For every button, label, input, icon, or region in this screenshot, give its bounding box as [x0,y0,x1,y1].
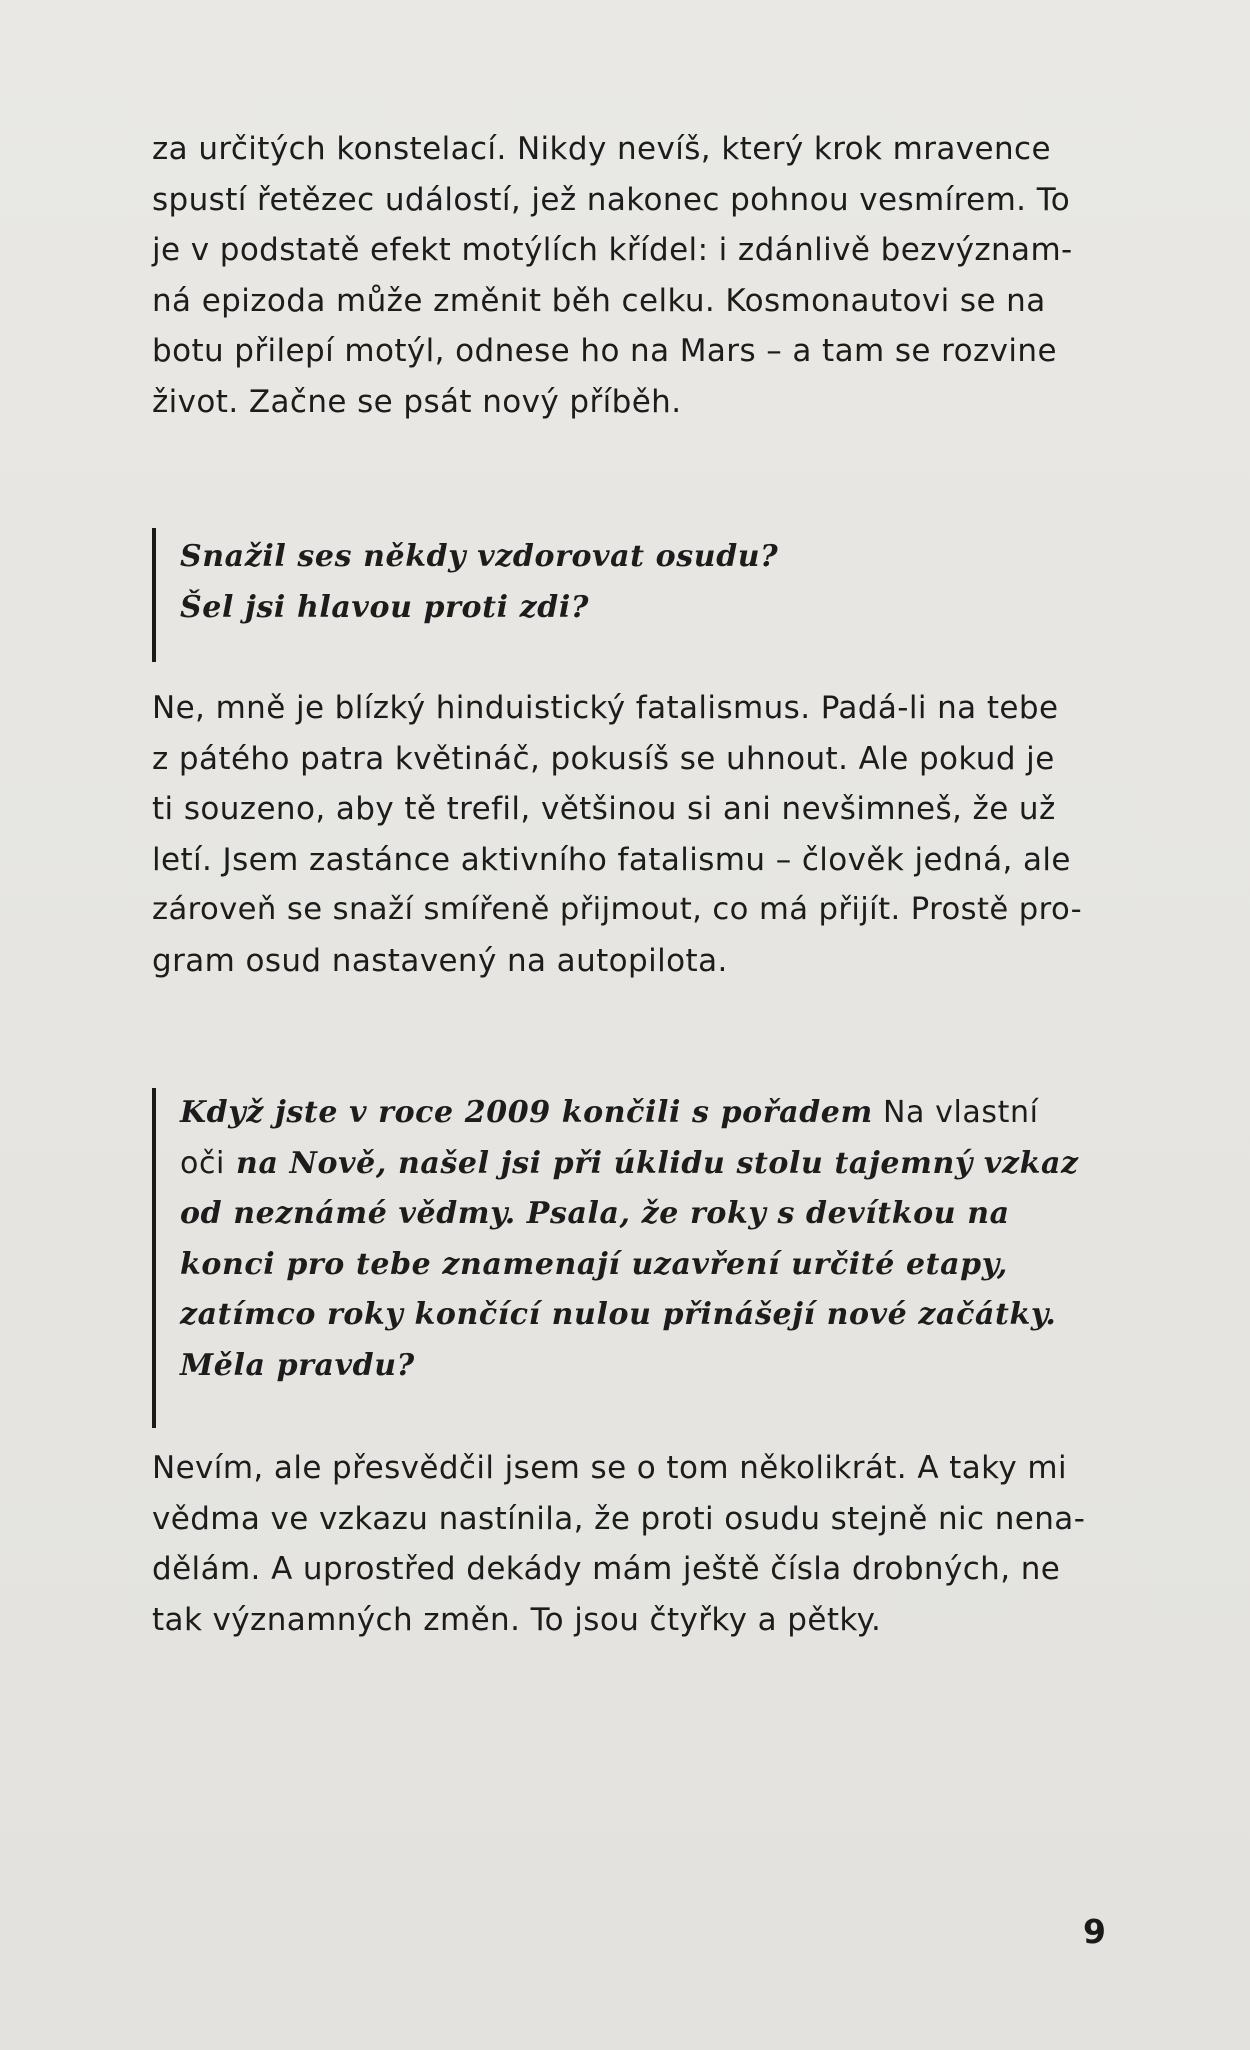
paragraph-fatalism-answer [152,683,1092,986]
show-title: Na vlastní [872,1095,1039,1130]
question-line: Snažil ses někdy vzdorovat osudu? [180,539,779,574]
question-text: na Nově, našel jsi při úklidu stolu tajemný vzkaz [224,1145,1079,1181]
question-line [180,1139,1092,1190]
text-line: za určitých konstelací. Nikdy nevíš, který krok mravence [152,131,1051,167]
question-line: Měla pravdu? [180,1347,415,1383]
text-line: Nevím, ale přesvědčil jsem se o tom několikrát. A taky mi [152,1450,1067,1486]
paragraph-butterfly-effect [152,124,1092,427]
text-line: ná epizoda může změnit běh celku. Kosmonautovi se na [152,282,1046,319]
text-line: ti souzeno, aby tě trefil, většinou si ani nevšimneš, že už [152,791,1056,827]
question-line [180,1088,1092,1139]
question-line: Šel jsi hlavou proti zdi? [180,589,589,625]
text-line: vědma ve vzkazu nastínila, že proti osudu stejně nic nena- [152,1500,1086,1537]
text-line: dělám. A uprostřed dekády mám ještě čísla drobných, ne [152,1551,1061,1587]
text-line: gram osud nastavený na autopilota. [152,942,728,979]
question-line: konci pro tebe znamenají uzavření určité etapy, [180,1246,1008,1282]
text-line: je v podstatě efekt motýlích křídel: i zdánlivě bezvýznam- [152,232,1073,268]
question-line: zatímco roky končící nulou přinášejí nové začátky. [180,1297,1057,1332]
question-line: od neznámé vědmy. Psala, že roky s devítkou na [180,1196,1010,1231]
text-line: zároveň se snaží smířeně přijmout, co má přijít. Prostě pro- [152,892,1083,927]
show-title: oči [180,1145,225,1181]
page-number: 9 [1083,1912,1106,1951]
text-line: z pátého patra květináč, pokusíš se uhnout. Ale pokud je [152,740,1055,777]
text-line: Ne, mně je blízký hinduistický fatalismus. Padá-li na tebe [152,690,1059,726]
question-text: Když jste v roce 2009 končili s pořadem [180,1095,873,1130]
paragraph-seer-answer [152,1443,1092,1645]
text-line: botu přilepí motýl, odnese ho na Mars – a tam se rozvine [152,333,1057,369]
interview-question-seer [152,1088,1092,1428]
text-line: život. Začne se psát nový příběh. [152,383,682,420]
text-line: spustí řetězec událostí, jež nakonec pohnou vesmírem. To [152,181,1071,218]
text-line: letí. Jsem zastánce aktivního fatalismu – člověk jedná, ale [152,841,1071,878]
interview-question-fate [152,528,1092,662]
text-line: tak významných změn. To jsou čtyřky a pětky. [152,1601,882,1638]
